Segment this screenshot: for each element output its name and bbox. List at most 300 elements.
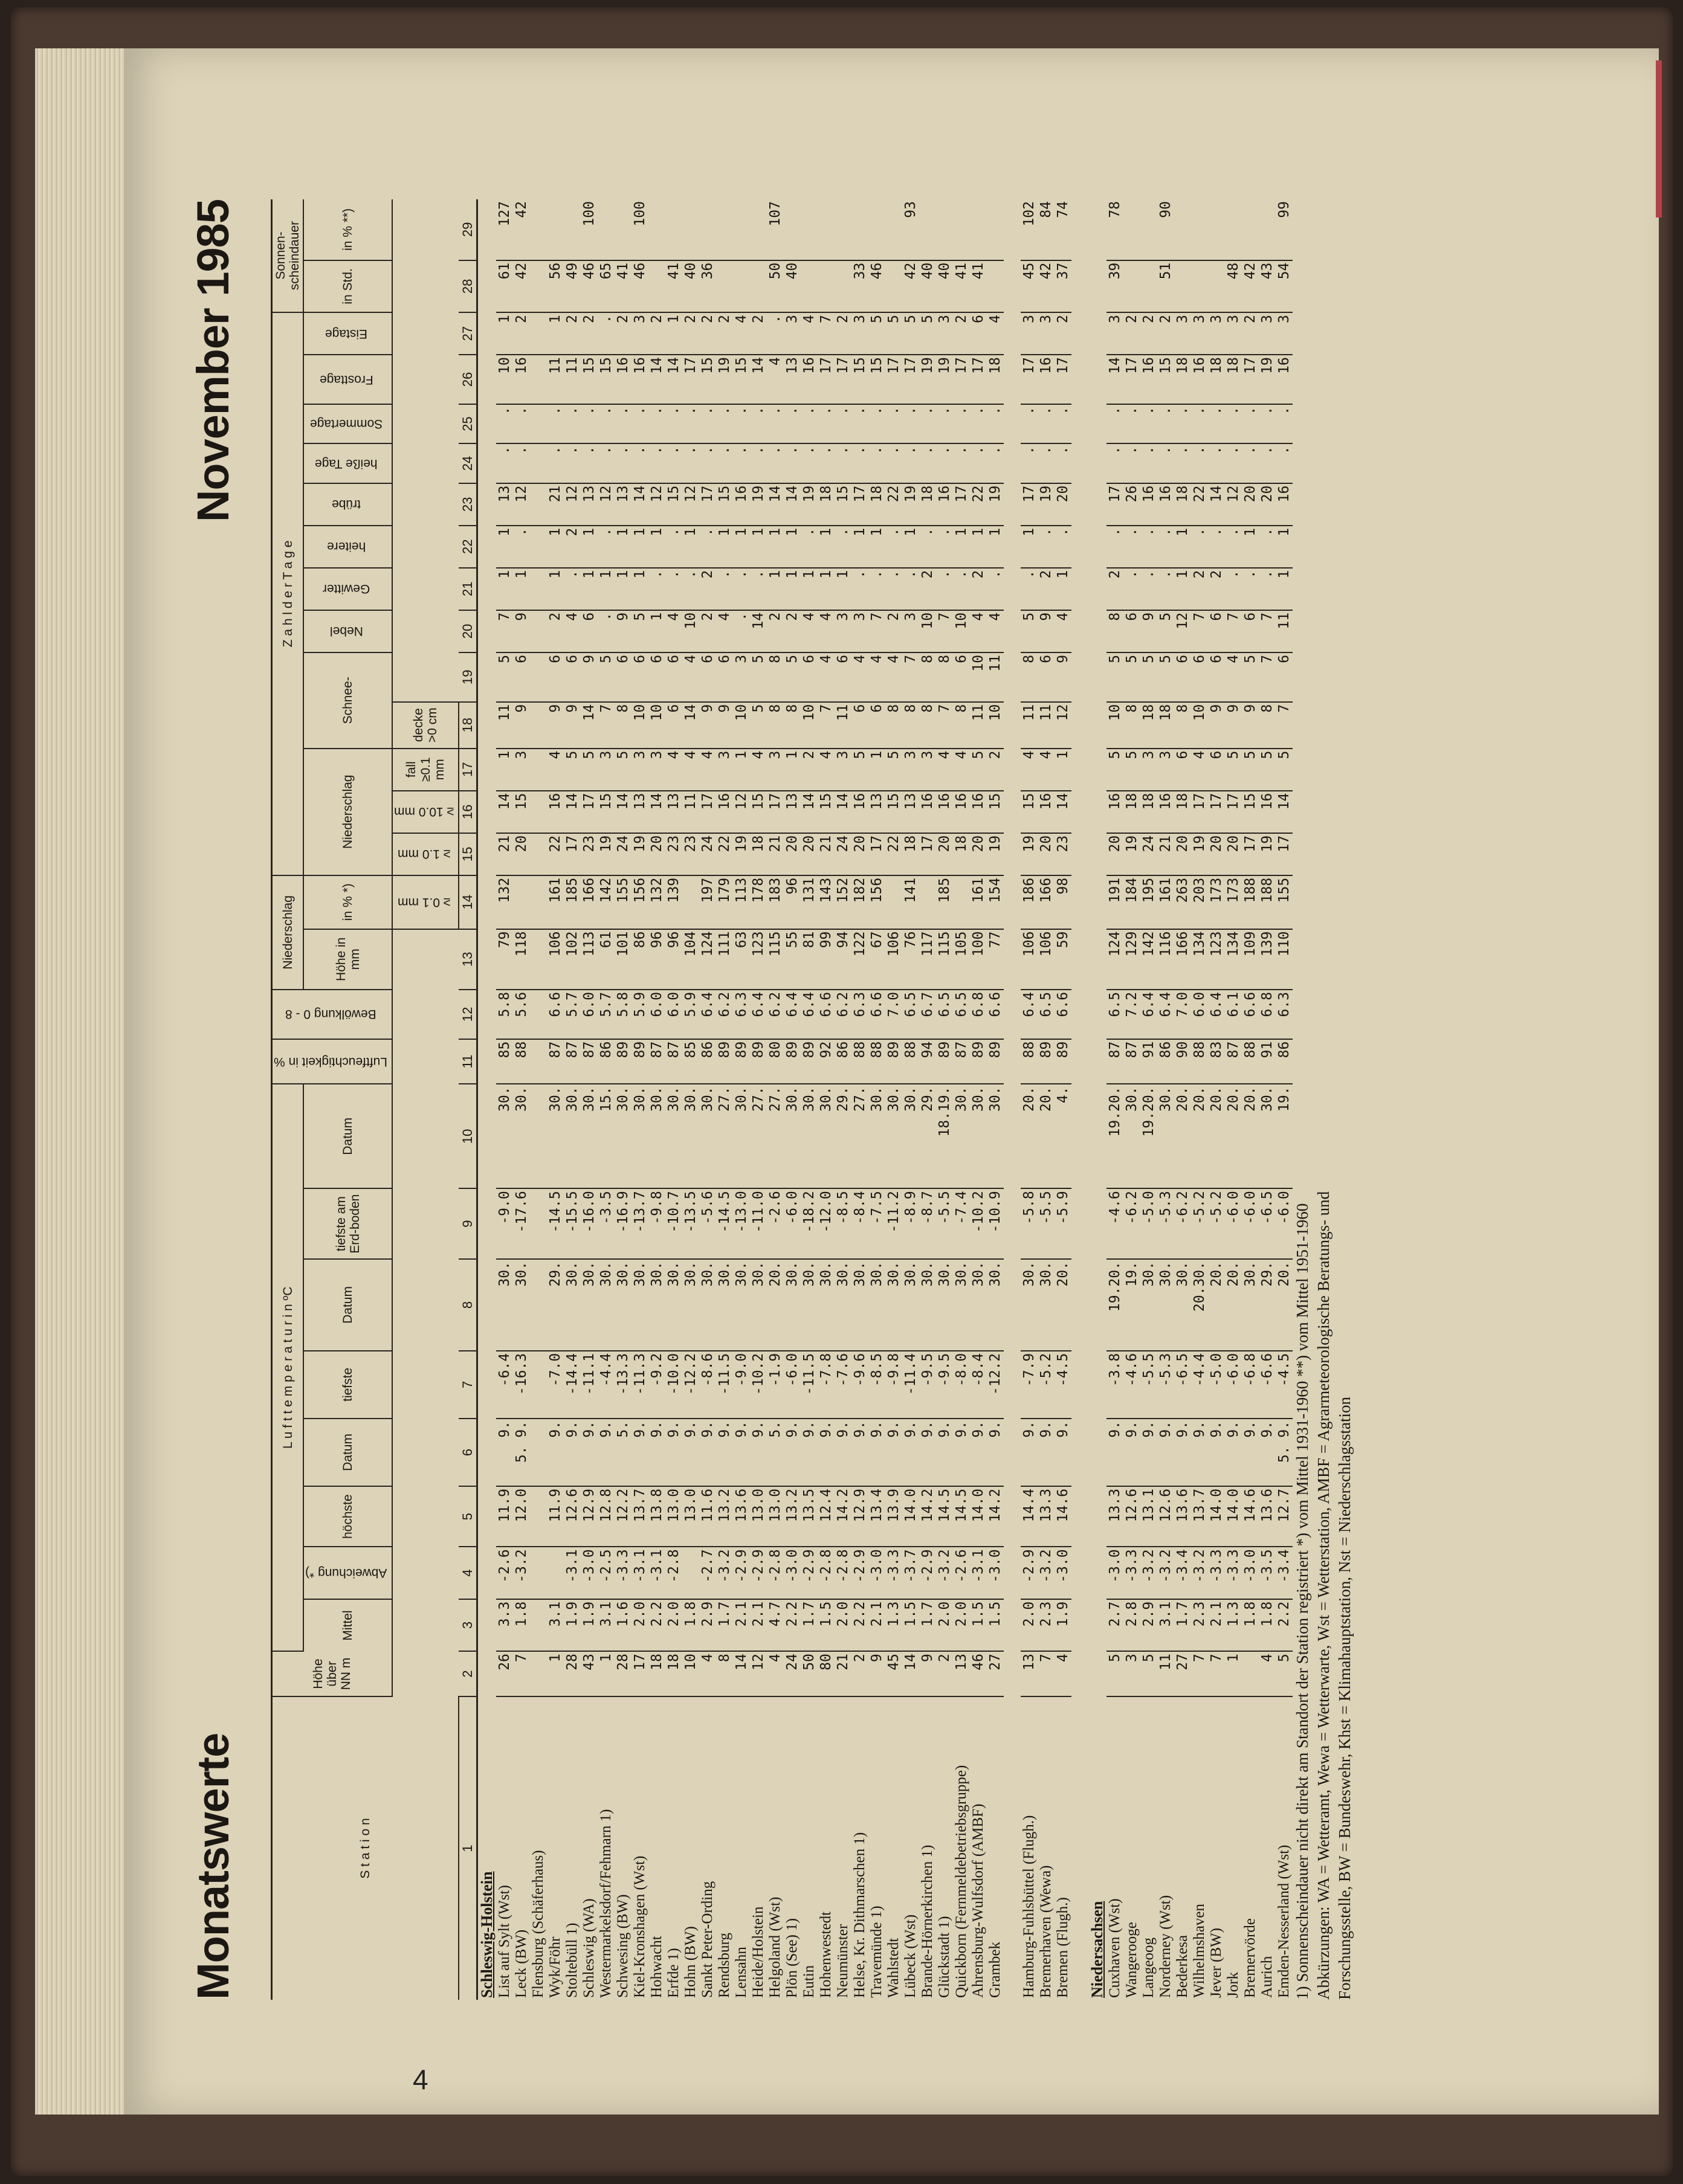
table-cell xyxy=(919,199,936,260)
table-cell: 101 xyxy=(615,929,632,990)
table-cell: 87 xyxy=(665,1039,682,1084)
header-truebe: trübe xyxy=(332,497,361,512)
table-cell: -11.1 xyxy=(581,1351,598,1419)
table-cell: 1.7 xyxy=(919,1599,936,1651)
table-cell: 9. xyxy=(648,1419,665,1486)
table-cell: 14 xyxy=(835,791,851,833)
table-cell: 1.6 xyxy=(615,1599,632,1651)
table-cell: . xyxy=(598,610,615,652)
table-cell: 91 xyxy=(1259,1039,1276,1084)
table-cell: . xyxy=(1191,443,1208,483)
table-cell: 30. xyxy=(615,1259,632,1351)
table-cell: 2 xyxy=(581,312,598,355)
table-cell: -6.0 xyxy=(1276,1188,1293,1259)
table-cell: 161 xyxy=(1157,875,1174,929)
table-cell: 29. xyxy=(547,1259,564,1351)
table-cell: 14 xyxy=(767,483,784,526)
table-cell: 18 xyxy=(750,833,767,875)
table-cell: 106 xyxy=(1038,929,1055,990)
station-name: Langeoog xyxy=(1140,1938,1157,1998)
table-cell: 1 xyxy=(784,568,801,610)
table-cell: 6 xyxy=(1038,652,1055,702)
table-cell: -9.8 xyxy=(885,1351,902,1419)
table-cell: 18 xyxy=(1140,702,1157,749)
station-name: List auf Sylt (Wst) xyxy=(496,1885,513,1998)
table-cell: 123 xyxy=(750,929,767,990)
table-cell: 107 xyxy=(767,199,784,260)
table-cell: 13 xyxy=(953,1651,970,1696)
table-cell: 27. xyxy=(767,1084,784,1188)
table-cell: 5 xyxy=(1106,749,1123,791)
table-cell: . xyxy=(953,404,970,443)
table-cell: . xyxy=(1021,568,1038,610)
table-cell: 9 xyxy=(1225,702,1242,749)
table-cell: . xyxy=(513,404,530,443)
table-cell: . xyxy=(1055,526,1071,568)
table-cell: 30. xyxy=(784,1259,801,1351)
table-cell: . xyxy=(987,404,1004,443)
table-cell: 16 xyxy=(970,791,987,833)
table-cell: 80 xyxy=(818,1651,835,1696)
table-cell: 12.6 xyxy=(1123,1486,1140,1547)
table-cell: 89 xyxy=(716,1039,733,1084)
table-cell: 13.3 xyxy=(1038,1486,1055,1547)
table-cell: 15 xyxy=(581,355,598,404)
table-cell: 19.20. xyxy=(1140,1084,1157,1188)
table-cell: 1.9 xyxy=(1055,1599,1071,1651)
table-cell: 20.30. xyxy=(1191,1259,1208,1351)
table-cell: . xyxy=(1157,526,1174,568)
table-cell: 90 xyxy=(1174,1039,1191,1084)
table-cell: 2.1 xyxy=(1208,1599,1225,1651)
station-name: Westermarkelsdorf/Fehmarn 1) xyxy=(598,1809,615,1998)
table-cell: 3.1 xyxy=(1157,1599,1174,1651)
table-cell: 17 xyxy=(1242,833,1259,875)
table-cell xyxy=(1208,260,1225,312)
table-cell: 3 xyxy=(733,652,750,702)
column-number: 13 xyxy=(459,929,477,990)
table-cell: 4 xyxy=(682,749,699,791)
station-name: Rendsburg xyxy=(716,1933,733,1998)
table-cell: 10 xyxy=(648,702,665,749)
table-row xyxy=(902,199,919,2000)
table-cell: -3.3 xyxy=(615,1547,632,1599)
table-cell: 6 xyxy=(1242,610,1259,652)
table-cell: 42 xyxy=(513,199,530,260)
table-cell: 8 xyxy=(784,702,801,749)
table-cell: -6.0 xyxy=(1242,1188,1259,1259)
table-cell xyxy=(530,260,547,312)
table-cell: 1 xyxy=(1242,526,1259,568)
table-cell: 100 xyxy=(581,199,598,260)
table-cell: 89 xyxy=(733,1039,750,1084)
table-cell xyxy=(530,833,547,875)
table-cell: 6.2 xyxy=(767,990,784,1039)
table-cell: 46 xyxy=(868,260,885,312)
header-ns-prozent: in % *) xyxy=(303,875,392,929)
table-cell: 15 xyxy=(868,355,885,404)
table-cell: -5.6 xyxy=(699,1188,716,1259)
table-cell: -3.0 xyxy=(1242,1547,1259,1599)
table-cell: -4.4 xyxy=(1191,1351,1208,1419)
bookmark-ribbon xyxy=(1656,60,1662,217)
table-cell: -8.5 xyxy=(868,1351,885,1419)
table-cell: 1.5 xyxy=(970,1599,987,1651)
table-cell: . xyxy=(648,443,665,483)
table-cell: 2 xyxy=(1055,312,1071,355)
table-row xyxy=(716,199,733,2000)
table-cell: 9. xyxy=(496,1419,513,1486)
table-cell: 1 xyxy=(1055,749,1071,791)
table-cell: 6 xyxy=(868,702,885,749)
table-row xyxy=(682,199,699,2000)
table-cell: 110 xyxy=(1276,929,1293,990)
table-cell: 115 xyxy=(936,929,953,990)
table-cell xyxy=(801,260,818,312)
table-cell: 3 xyxy=(1106,312,1123,355)
table-cell: 30. xyxy=(547,1084,564,1188)
table-cell: 1 xyxy=(496,526,513,568)
table-cell: 30. xyxy=(987,1259,1004,1351)
spacer-cell xyxy=(1004,199,1021,2000)
table-cell: 17 xyxy=(699,483,716,526)
table-cell: 6 xyxy=(564,652,581,702)
table-cell: 13.0 xyxy=(750,1486,767,1547)
header-station: S t a t i o n xyxy=(272,1696,459,2000)
station-name: Brande-Hörnerkirchen 1) xyxy=(919,1844,936,1998)
table-cell: 17 xyxy=(818,355,835,404)
table-cell: 139 xyxy=(665,875,682,929)
table-cell: 17 xyxy=(1123,355,1140,404)
table-cell: 2 xyxy=(564,526,581,568)
table-row xyxy=(648,199,665,2000)
table-cell xyxy=(1140,199,1157,260)
table-cell: 13 xyxy=(581,483,598,526)
table-cell: 113 xyxy=(733,875,750,929)
table-cell: -10.7 xyxy=(665,1188,682,1259)
table-cell: 4 xyxy=(818,610,835,652)
table-cell: 4 xyxy=(564,610,581,652)
table-cell: 10 xyxy=(632,702,648,749)
table-row xyxy=(987,199,1004,2000)
table-cell: 1 xyxy=(818,568,835,610)
station-name: Emden-Nesserland (Wst) xyxy=(1276,1844,1293,1998)
table-cell: 1 xyxy=(632,526,648,568)
table-cell: 13.5 xyxy=(801,1486,818,1547)
table-cell: 4 xyxy=(801,610,818,652)
table-cell: 18 xyxy=(902,833,919,875)
table-cell: 16 xyxy=(1106,791,1123,833)
station-name: Heide/Holstein xyxy=(750,1906,767,1998)
station-name: Cuxhaven (Wst) xyxy=(1106,1898,1123,1998)
table-cell: 30. xyxy=(699,1084,716,1188)
table-cell: 9. xyxy=(1140,1419,1157,1486)
table-cell: 27. xyxy=(851,1084,868,1188)
table-cell: 30. xyxy=(564,1259,581,1351)
table-cell: . xyxy=(1174,404,1191,443)
table-cell: . xyxy=(1123,526,1140,568)
table-cell: 20. xyxy=(1208,1259,1225,1351)
table-cell: 40 xyxy=(936,260,953,312)
header-abweichung: Abweichung *) xyxy=(305,1566,387,1580)
station-name: Sankt Peter-Ording xyxy=(699,1881,716,1998)
table-cell: 1 xyxy=(868,749,885,791)
table-cell: -3.2 xyxy=(1191,1547,1208,1599)
table-cell: 3 xyxy=(513,749,530,791)
table-cell: 89 xyxy=(632,1039,648,1084)
table-cell: -5.8 xyxy=(1021,1188,1038,1259)
column-number: 29 xyxy=(459,199,477,260)
table-cell: . xyxy=(598,312,615,355)
table-cell: 3 xyxy=(1157,749,1174,791)
table-cell: 1.7 xyxy=(801,1599,818,1651)
table-cell: 14.6 xyxy=(1242,1486,1259,1547)
table-cell: . xyxy=(835,526,851,568)
table-cell: 19 xyxy=(632,833,648,875)
table-cell: 16 xyxy=(513,355,530,404)
table-cell: 3 xyxy=(835,610,851,652)
table-cell: -6.0 xyxy=(784,1351,801,1419)
station-name: Norderney (Wst) xyxy=(1157,1895,1174,1998)
table-cell: 5 xyxy=(1157,610,1174,652)
table-cell: 89 xyxy=(970,1039,987,1084)
table-cell: 11.9 xyxy=(496,1486,513,1547)
table-cell: 20 xyxy=(784,833,801,875)
table-cell: 21 xyxy=(547,483,564,526)
table-cell: -2.9 xyxy=(851,1547,868,1599)
station-name: Helse, Kr. Dithmarschen 1) xyxy=(851,1832,868,1998)
table-cell: -2.8 xyxy=(835,1547,851,1599)
table-cell: 3 xyxy=(1140,749,1157,791)
table-cell: 1.3 xyxy=(885,1599,902,1651)
table-row xyxy=(699,199,716,2000)
table-cell: 11 xyxy=(496,702,513,749)
column-number: 25 xyxy=(459,404,477,443)
table-cell xyxy=(530,652,547,702)
table-cell: 9. xyxy=(1259,1419,1276,1486)
table-cell: 1 xyxy=(767,568,784,610)
table-cell: 2.0 xyxy=(632,1599,648,1651)
table-cell: 19 xyxy=(1038,483,1055,526)
table-cell: 7 xyxy=(1259,610,1276,652)
table-cell: 14 xyxy=(648,355,665,404)
table-cell: 77 xyxy=(987,929,1004,990)
table-cell: 14 xyxy=(581,702,598,749)
table-cell xyxy=(868,199,885,260)
table-cell: . xyxy=(1038,443,1055,483)
table-cell: 14.6 xyxy=(1055,1486,1071,1547)
table-cell: 20 xyxy=(1106,833,1123,875)
table-cell: 20. xyxy=(1021,1084,1038,1188)
table-cell: 7.0 xyxy=(1174,990,1191,1039)
table-cell: 185 xyxy=(936,875,953,929)
table-cell: -2.9 xyxy=(919,1547,936,1599)
table-cell: 19 xyxy=(733,833,750,875)
station-name: Wyk/Föhr xyxy=(547,1936,564,1998)
table-cell: 6.5 xyxy=(902,990,919,1039)
table-cell xyxy=(1191,260,1208,312)
month-title: November 1985 xyxy=(188,199,238,523)
table-cell: 30. xyxy=(615,1084,632,1188)
header-schneedecke: decke >0 cm xyxy=(392,702,459,749)
table-cell: . xyxy=(851,568,868,610)
table-cell: 1 xyxy=(1276,568,1293,610)
table-cell: 16 xyxy=(1276,355,1293,404)
table-cell: -6.5 xyxy=(1174,1351,1191,1419)
table-cell xyxy=(648,260,665,312)
table-cell: . xyxy=(767,404,784,443)
table-cell: 156 xyxy=(868,875,885,929)
table-cell: 84 xyxy=(1038,199,1055,260)
table-cell: 17 xyxy=(1055,355,1071,404)
table-cell: . xyxy=(716,404,733,443)
table-cell: 12.9 xyxy=(851,1486,868,1547)
table-cell: 6 xyxy=(648,652,665,702)
table-cell: . xyxy=(953,568,970,610)
table-cell: 3 xyxy=(716,749,733,791)
table-cell: -3.1 xyxy=(648,1547,665,1599)
table-cell: 5 xyxy=(581,749,598,791)
table-cell: . xyxy=(936,404,953,443)
header-schneefall: fall ≥0.1 mm xyxy=(392,749,459,791)
table-cell: -3.2 xyxy=(513,1547,530,1599)
table-cell: 6.6 xyxy=(868,990,885,1039)
table-cell: -7.5 xyxy=(868,1188,885,1259)
header-hoechste: höchste xyxy=(303,1486,392,1547)
table-cell xyxy=(1225,199,1242,260)
table-cell: 19 xyxy=(936,355,953,404)
table-cell: 15 xyxy=(1157,355,1174,404)
table-cell xyxy=(530,483,547,526)
table-cell: 6 xyxy=(851,702,868,749)
table-cell: 1 xyxy=(750,526,767,568)
table-cell xyxy=(530,1084,547,1188)
table-cell: -4.5 xyxy=(1055,1351,1071,1419)
table-cell: 6.6 xyxy=(1242,990,1259,1039)
table-cell: 166 xyxy=(1038,875,1055,929)
table-cell xyxy=(851,199,868,260)
table-cell: 20 xyxy=(1259,483,1276,526)
station-name: Eutin xyxy=(801,1965,818,1998)
table-cell: 30. xyxy=(682,1259,699,1351)
table-cell: 19 xyxy=(919,355,936,404)
table-cell: 9. xyxy=(970,1419,987,1486)
table-cell: -2.9 xyxy=(1021,1547,1038,1599)
table-cell: -13.3 xyxy=(615,1351,632,1419)
table-cell xyxy=(953,199,970,260)
table-cell: 18 xyxy=(919,483,936,526)
table-row xyxy=(868,199,885,2000)
table-cell xyxy=(530,443,547,483)
table-cell: 127 xyxy=(496,199,513,260)
table-cell: 188 xyxy=(1242,875,1259,929)
table-cell: 2.2 xyxy=(1276,1599,1293,1651)
table-cell: 2.7 xyxy=(1106,1599,1123,1651)
table-cell: 22 xyxy=(970,483,987,526)
table-cell: . xyxy=(919,526,936,568)
table-cell: 19 xyxy=(1191,833,1208,875)
table-cell: 27. xyxy=(716,1084,733,1188)
table-cell: -3.1 xyxy=(564,1547,581,1599)
table-cell: 111 xyxy=(716,929,733,990)
table-cell: 2 xyxy=(851,1651,868,1696)
table-cell: . xyxy=(885,443,902,483)
table-cell: 2.3 xyxy=(1191,1599,1208,1651)
table-cell: 4 xyxy=(851,652,868,702)
table-cell: 17 xyxy=(1208,791,1225,833)
table-cell: -2.7 xyxy=(699,1547,716,1599)
table-cell: -6.5 xyxy=(1259,1188,1276,1259)
table-cell xyxy=(716,260,733,312)
column-number: 4 xyxy=(459,1547,477,1599)
table-cell: 4 xyxy=(767,1651,784,1696)
table-cell: 30. xyxy=(970,1084,987,1188)
table-cell: 1 xyxy=(1174,568,1191,610)
table-cell: . xyxy=(716,568,733,610)
table-cell: . xyxy=(750,404,767,443)
table-cell: -8.6 xyxy=(699,1351,716,1419)
table-row xyxy=(750,199,767,2000)
table-cell: 49 xyxy=(564,260,581,312)
table-cell: . xyxy=(1140,568,1157,610)
table-cell: 17 xyxy=(767,791,784,833)
table-cell: 5.6 xyxy=(513,990,530,1039)
table-cell: 9. xyxy=(902,1419,919,1486)
table-cell: 50 xyxy=(801,1651,818,1696)
table-cell: 36 xyxy=(699,260,716,312)
table-cell: 76 xyxy=(902,929,919,990)
table-cell: 124 xyxy=(699,929,716,990)
table-cell: 1 xyxy=(496,568,513,610)
station-name: Wilhelmshaven xyxy=(1191,1904,1208,1998)
table-cell: 2 xyxy=(919,568,936,610)
table-cell: 11 xyxy=(970,702,987,749)
table-cell: -5.0 xyxy=(1140,1188,1157,1259)
station-name: Erfde 1) xyxy=(665,1948,682,1998)
table-cell: 7 xyxy=(868,610,885,652)
table-cell: 20 xyxy=(513,833,530,875)
table-cell: -14.5 xyxy=(547,1188,564,1259)
table-cell: -13.0 xyxy=(733,1188,750,1259)
table-cell: 3 xyxy=(632,749,648,791)
table-cell: 16 xyxy=(801,355,818,404)
table-cell: 94 xyxy=(919,1039,936,1084)
table-cell: 3 xyxy=(1123,1651,1140,1696)
table-cell: 17 xyxy=(581,791,598,833)
table-cell: -9.0 xyxy=(733,1351,750,1419)
table-cell: 2 xyxy=(1140,312,1157,355)
table-cell: -2.8 xyxy=(767,1547,784,1599)
table-cell: 9 xyxy=(716,702,733,749)
station-name: Schleswig (WA) xyxy=(581,1898,598,1998)
table-row xyxy=(1242,199,1259,2000)
table-cell: 132 xyxy=(496,875,513,929)
table-cell: 105 xyxy=(953,929,970,990)
table-cell: 20. xyxy=(1225,1259,1242,1351)
table-cell: 6 xyxy=(953,652,970,702)
table-cell: 6 xyxy=(1208,610,1225,652)
page-number: 4 xyxy=(413,2064,428,2095)
table-cell xyxy=(615,199,632,260)
table-cell: 88 xyxy=(1191,1039,1208,1084)
table-cell: 1 xyxy=(1021,526,1038,568)
table-cell: 1 xyxy=(784,749,801,791)
station-name: Hamburg-Fuhlsbüttel (Flugh.) xyxy=(1021,1815,1038,1998)
table-cell: 16 xyxy=(1038,355,1055,404)
table-cell: 19 xyxy=(987,483,1004,526)
station-name: Leck (BW) xyxy=(513,1929,530,1998)
table-cell: 9. xyxy=(936,1419,953,1486)
